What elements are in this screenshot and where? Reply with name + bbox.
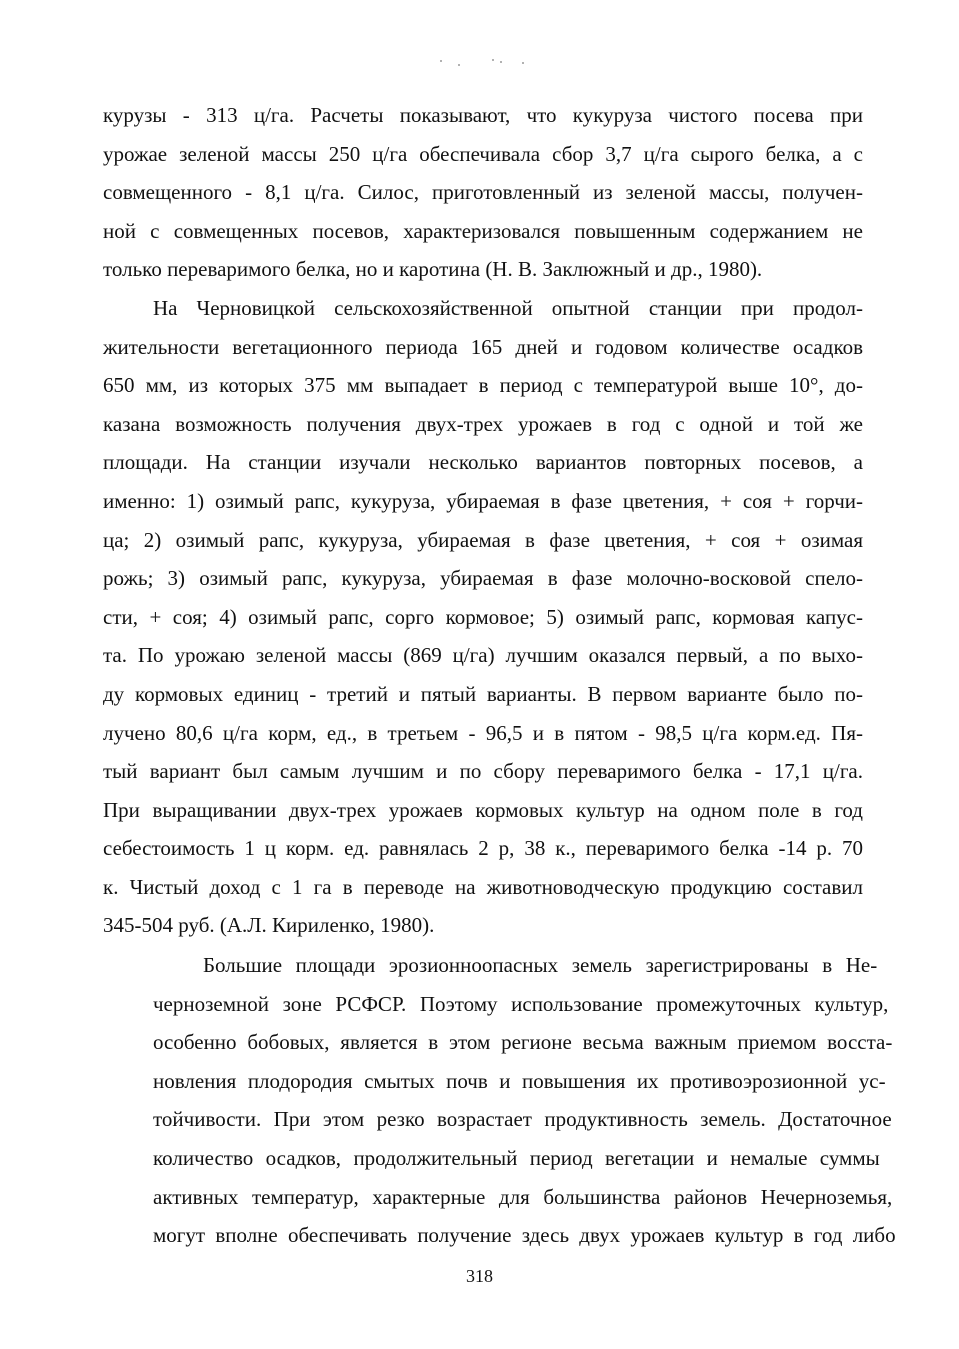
scan-speck: [500, 61, 502, 63]
text-line: могут вполне обеспечивать получение здесь двух урожаев культур в год либо: [153, 1223, 896, 1248]
page-number: 318: [466, 1266, 493, 1286]
text-line: казана возможность получения двух-трех урожаев в год с одной и той же: [103, 411, 863, 436]
text-line: совмещенного - 8,1 ц/га. Силос, приготовленный из зеленой массы, получен-: [103, 180, 863, 205]
scan-specks: [440, 56, 530, 66]
text-line: ца; 2) озимый рапс, кукуруза, убираемая в фазе цветения, + соя + озимая: [103, 527, 863, 552]
text-line: ной с совмещенных посевов, характеризовался повышенным содержанием не: [103, 218, 863, 243]
paragraph-3: [103, 946, 896, 1255]
body-text: [103, 96, 896, 1255]
paragraph-2: [103, 289, 863, 945]
text-line: новления плодородия смытых почв и повышения их противоэрозионной ус-: [153, 1068, 886, 1093]
text-line: количество осадков, продолжительный период вегетации и немалые суммы: [153, 1146, 880, 1171]
text-line: При выращивании двух-трех урожаев кормовых культур на одном поле в год: [103, 797, 863, 822]
text-line: урожае зеленой массы 250 ц/га обеспечивала сбор 3,7 ц/га сырого белка, а с: [103, 141, 863, 166]
text-line: тый вариант был самым лучшим и по сбору переваримого белка - 17,1 ц/га.: [103, 759, 863, 784]
text-line: 345-504 руб. (А.Л. Кириленко, 1980).: [103, 913, 435, 938]
text-line: жительности вегетационного периода 165 дней и годовом количестве осадков: [103, 334, 863, 359]
scan-speck: [458, 64, 460, 66]
text-line: именно: 1) озимый рапс, кукуруза, убираемая в фазе цветения, + соя + горчи-: [103, 488, 863, 513]
text-line: та. По урожаю зеленой массы (869 ц/га) лучшим оказался первый, а по выхо-: [103, 643, 863, 668]
text-line: 650 мм, из которых 375 мм выпадает в период с температурой выше 10°, до-: [103, 373, 863, 398]
text-line: лучено 80,6 ц/га корм, ед., в третьем - 96,5 и в пятом - 98,5 ц/га корм.ед. Пя-: [103, 720, 863, 745]
text-line: к. Чистый доход с 1 га в переводе на животноводческую продукцию составил: [103, 874, 863, 899]
text-line: активных температур, характерные для большинства районов Нечерноземья,: [153, 1184, 893, 1209]
text-line: себестоимость 1 ц корм. ед. равнялась 2 р, 38 к., переваримого белка -14 р. 70: [103, 836, 863, 861]
paragraph-1: [103, 96, 863, 289]
text-line: курузы - 313 ц/га. Расчеты показывают, что кукуруза чистого посева при: [103, 103, 863, 127]
text-line: Большие площади эрозионноопасных земель зарегистрированы в Не-: [203, 953, 878, 978]
text-line: только переваримого белка, но и каротина (Н. В. Заклюжный и др., 1980).: [103, 257, 763, 282]
text-line: сти, + соя; 4) озимый рапс, сорго кормовое; 5) озимый рапс, кормовая капус-: [103, 604, 863, 629]
scan-speck: [440, 60, 442, 62]
scan-speck: [492, 59, 494, 61]
text-line: площади. На станции изучали несколько вариантов повторных посевов, а: [103, 450, 863, 475]
text-line: тойчивости. При этом резко возрастает продуктивность земель. Достаточное: [153, 1107, 892, 1132]
text-line: На Черновицкой сельскохозяйственной опытной станции при продол-: [153, 295, 863, 320]
text-line: особенно бобовых, является в этом регионе весьма важным приемом восста-: [153, 1030, 893, 1055]
text-line: рожь; 3) озимый рапс, кукуруза, убираемая в фазе молочно-восковой спело-: [103, 566, 863, 591]
text-line: черноземной зоне РСФСР. Поэтому использование промежуточных культур,: [153, 991, 889, 1016]
text-line: ду кормовых единиц - третий и пятый варианты. В первом варианте было по-: [103, 681, 863, 706]
scan-speck: [522, 62, 524, 64]
